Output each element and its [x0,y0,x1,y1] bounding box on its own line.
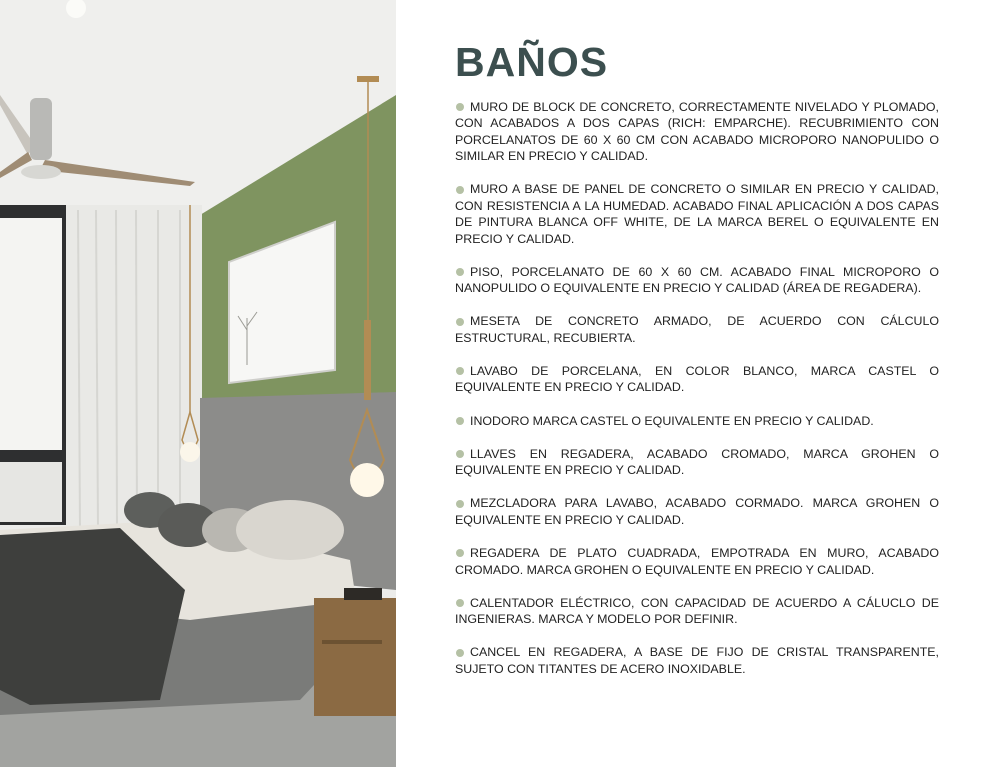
spec-item [455,446,939,479]
spec-item-text: MURO DE BLOCK DE CONCRETO, CORRECTAMENTE NIVELADO Y PLOMADO, CON ACABADOS A DOS CAPAS (RICH: EMPARCHE). RECUBRIMIENTO CON PORCELANATOS DE 60 X 60 CM CON ACABADO MICROPORO NANOPULIDO O SIMILAR EN PRECIO Y CALIDAD. [455,100,939,164]
spec-item [455,313,939,346]
bullet-dot-icon [456,186,464,194]
spec-item-text: REGADERA DE PLATO CUADRADA, EMPOTRADA EN MURO, ACABADO CROMADO. MARCA GROHEN O EQUIVALENTE EN PRECIO Y CALIDAD. [455,546,939,577]
spec-item-text: CANCEL EN REGADERA, A BASE DE FIJO DE CRISTAL TRANSPARENTE, SUJETO CON TITANTES DE ACERO INOXIDABLE. [455,645,939,676]
pillow-light-2 [236,500,344,560]
window-glass-lower [0,462,62,522]
bullet-dot-icon [456,417,464,425]
spec-item-text: MURO A BASE DE PANEL DE CONCRETO O SIMILAR EN PRECIO Y CALIDAD, CON RESISTENCIA A LA HUMEDAD. ACABADO FINAL APLICACIÓN A DOS CAPAS DE PINTURA BLANCA OFF WHITE, DE LA MARCA BEREL O EQUIVALENTE EN PRECIO Y CALIDAD. [455,182,939,246]
spec-list [455,99,939,677]
spec-item-text: CALENTADOR ELÉCTRICO, CON CAPACIDAD DE ACUERDO A CÁLUCLO DE INGENIERAS. MARCA Y MODELO POR DEFINIR. [455,595,939,627]
bullet-dot-icon [456,599,464,607]
spec-item [455,495,939,528]
bedroom-illustration [0,0,396,767]
bullet-dot-icon [456,367,464,375]
spec-item [455,644,939,677]
bullet-dot-icon [456,500,464,508]
spec-item [455,595,939,628]
page-title: BAÑOS [455,39,609,85]
spec-item [455,181,939,247]
spec-item-text: MESETA DE CONCRETO ARMADO, DE ACUERDO CON CÁLCULO ESTRUCTURAL, RECUBIERTA. [455,314,939,345]
spec-item [455,363,939,396]
spec-item [455,264,939,297]
bullet-dot-icon [456,103,464,111]
spec-item-text: LLAVES EN REGADERA, ACABADO CROMADO, MARCA GROHEN O EQUIVALENTE EN PRECIO Y CALIDAD. [455,446,939,478]
spec-item-text: LAVABO DE PORCELANA, EN COLOR BLANCO, MARCA CASTEL O EQUIVALENTE EN PRECIO Y CALIDAD. [455,364,939,395]
spec-item-text: INODORO MARCA CASTEL O EQUIVALENTE EN PRECIO Y CALIDAD. [470,413,874,428]
window-glass [0,218,62,450]
nightstand [314,598,396,716]
spec-item [455,413,939,429]
bullet-dot-icon [456,318,464,326]
spec-item [455,99,939,165]
nightstand-object [344,588,382,600]
bedroom-photo [0,0,396,767]
bullet-dot-icon [456,450,464,458]
bullet-dot-icon [456,268,464,276]
bullet-dot-icon [456,649,464,657]
spec-item-text: MEZCLADORA PARA LAVABO, ACABADO CORMADO. MARCA GROHEN O EQUIVALENTE EN PRECIO Y CALIDAD. [455,496,939,527]
specs-column [455,0,939,694]
bullet-dot-icon [456,549,464,557]
nightstand-shelf [322,640,382,644]
spec-item [455,545,939,578]
curtain [66,205,202,535]
spec-item-text: PISO, PORCELANATO DE 60 X 60 CM. ACABADO FINAL MICROPORO O NANOPULIDO O EQUIVALENTE EN PRECIO Y CALIDAD (ÁREA DE REGADERA). [455,264,939,296]
